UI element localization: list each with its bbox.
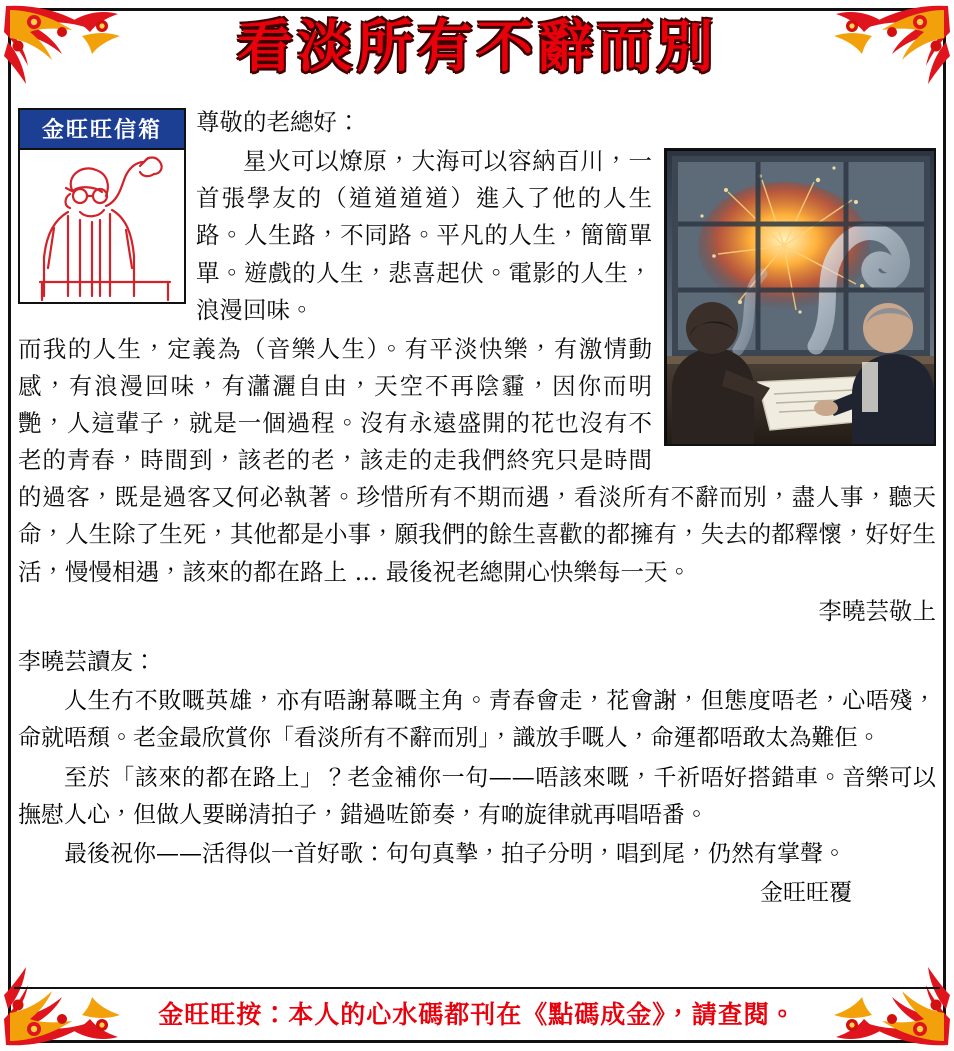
footer-divider <box>14 987 940 989</box>
letter-signature: 李曉芸敬上 <box>818 596 936 625</box>
page-title: 看淡所有不辭而別 <box>237 14 717 80</box>
reply-paragraph-2: 至於「該來的都在路上」？老金補你一句——唔該來嘅，千祈唔好搭錯車。音樂可以撫慰人心，但做人要睇清拍子，錯過咗節奏，有啲旋律就再唱唔番。 <box>18 764 936 828</box>
masthead-label: 金旺旺信箱 <box>20 110 184 150</box>
reply-paragraph-3: 最後祝你——活得似一首好歌：句句真摯，拍子分明，唱到尾，仍然有掌聲。 <box>64 841 846 867</box>
man-raising-hand-icon <box>20 150 184 302</box>
letter-salutation: 尊敬的老總好： <box>196 108 361 136</box>
reply-paragraph-1: 人生冇不敗嘅英雄，亦有唔謝幕嘅主角。青春會走，花會謝，但態度唔老，心唔殘，命就唔頹。老金最欣賞你「看淡所有不辭而別」，識放手嘅人，命運都唔敢太為難佢。 <box>18 688 936 752</box>
article-illustration <box>664 148 936 446</box>
footer-note: 金旺旺按：本人的心水碼都刊在《點碼成金》，請查閱。 <box>158 1000 796 1029</box>
article-body <box>18 104 936 999</box>
headline-container <box>0 14 954 80</box>
reply-text <box>18 644 936 913</box>
reply-salutation: 李曉芸讀友： <box>18 648 156 675</box>
column-masthead <box>18 108 186 304</box>
reply-signature: 金旺旺覆 <box>760 880 852 907</box>
letter-paragraph-1: 星火可以燎原，大海可以容納百川，一首張學友的（道道道道）進入了他的人生路。人生路，不同路。平凡的人生，簡簡單單。遊戲的人生，悲喜起伏。電影的人生，浪漫回味。 <box>196 147 652 324</box>
letter-paragraph-2: 而我的人生，定義為（音樂人生）。有平淡快樂，有激情動感，有浪漫回味，有瀟灑自由，天空不再陰霾，因你而明艷，人這輩子，就是一個過程。沒有永遠盛開的花也沒有不老的青春，時間到，該老的老，該走的走我們終究只是時間的過客，既是過客又何必執著。珍惜所有不期而遇，看淡所有不辭而別，盡人事，聽天命，人生除了生死，其他都是小事，願我們的餘生喜歡的都擁有，失去的都釋懷，好好生活，慢慢相遇，該來的都在路上 … 最後祝老總開心快樂每一天。 <box>18 334 936 586</box>
